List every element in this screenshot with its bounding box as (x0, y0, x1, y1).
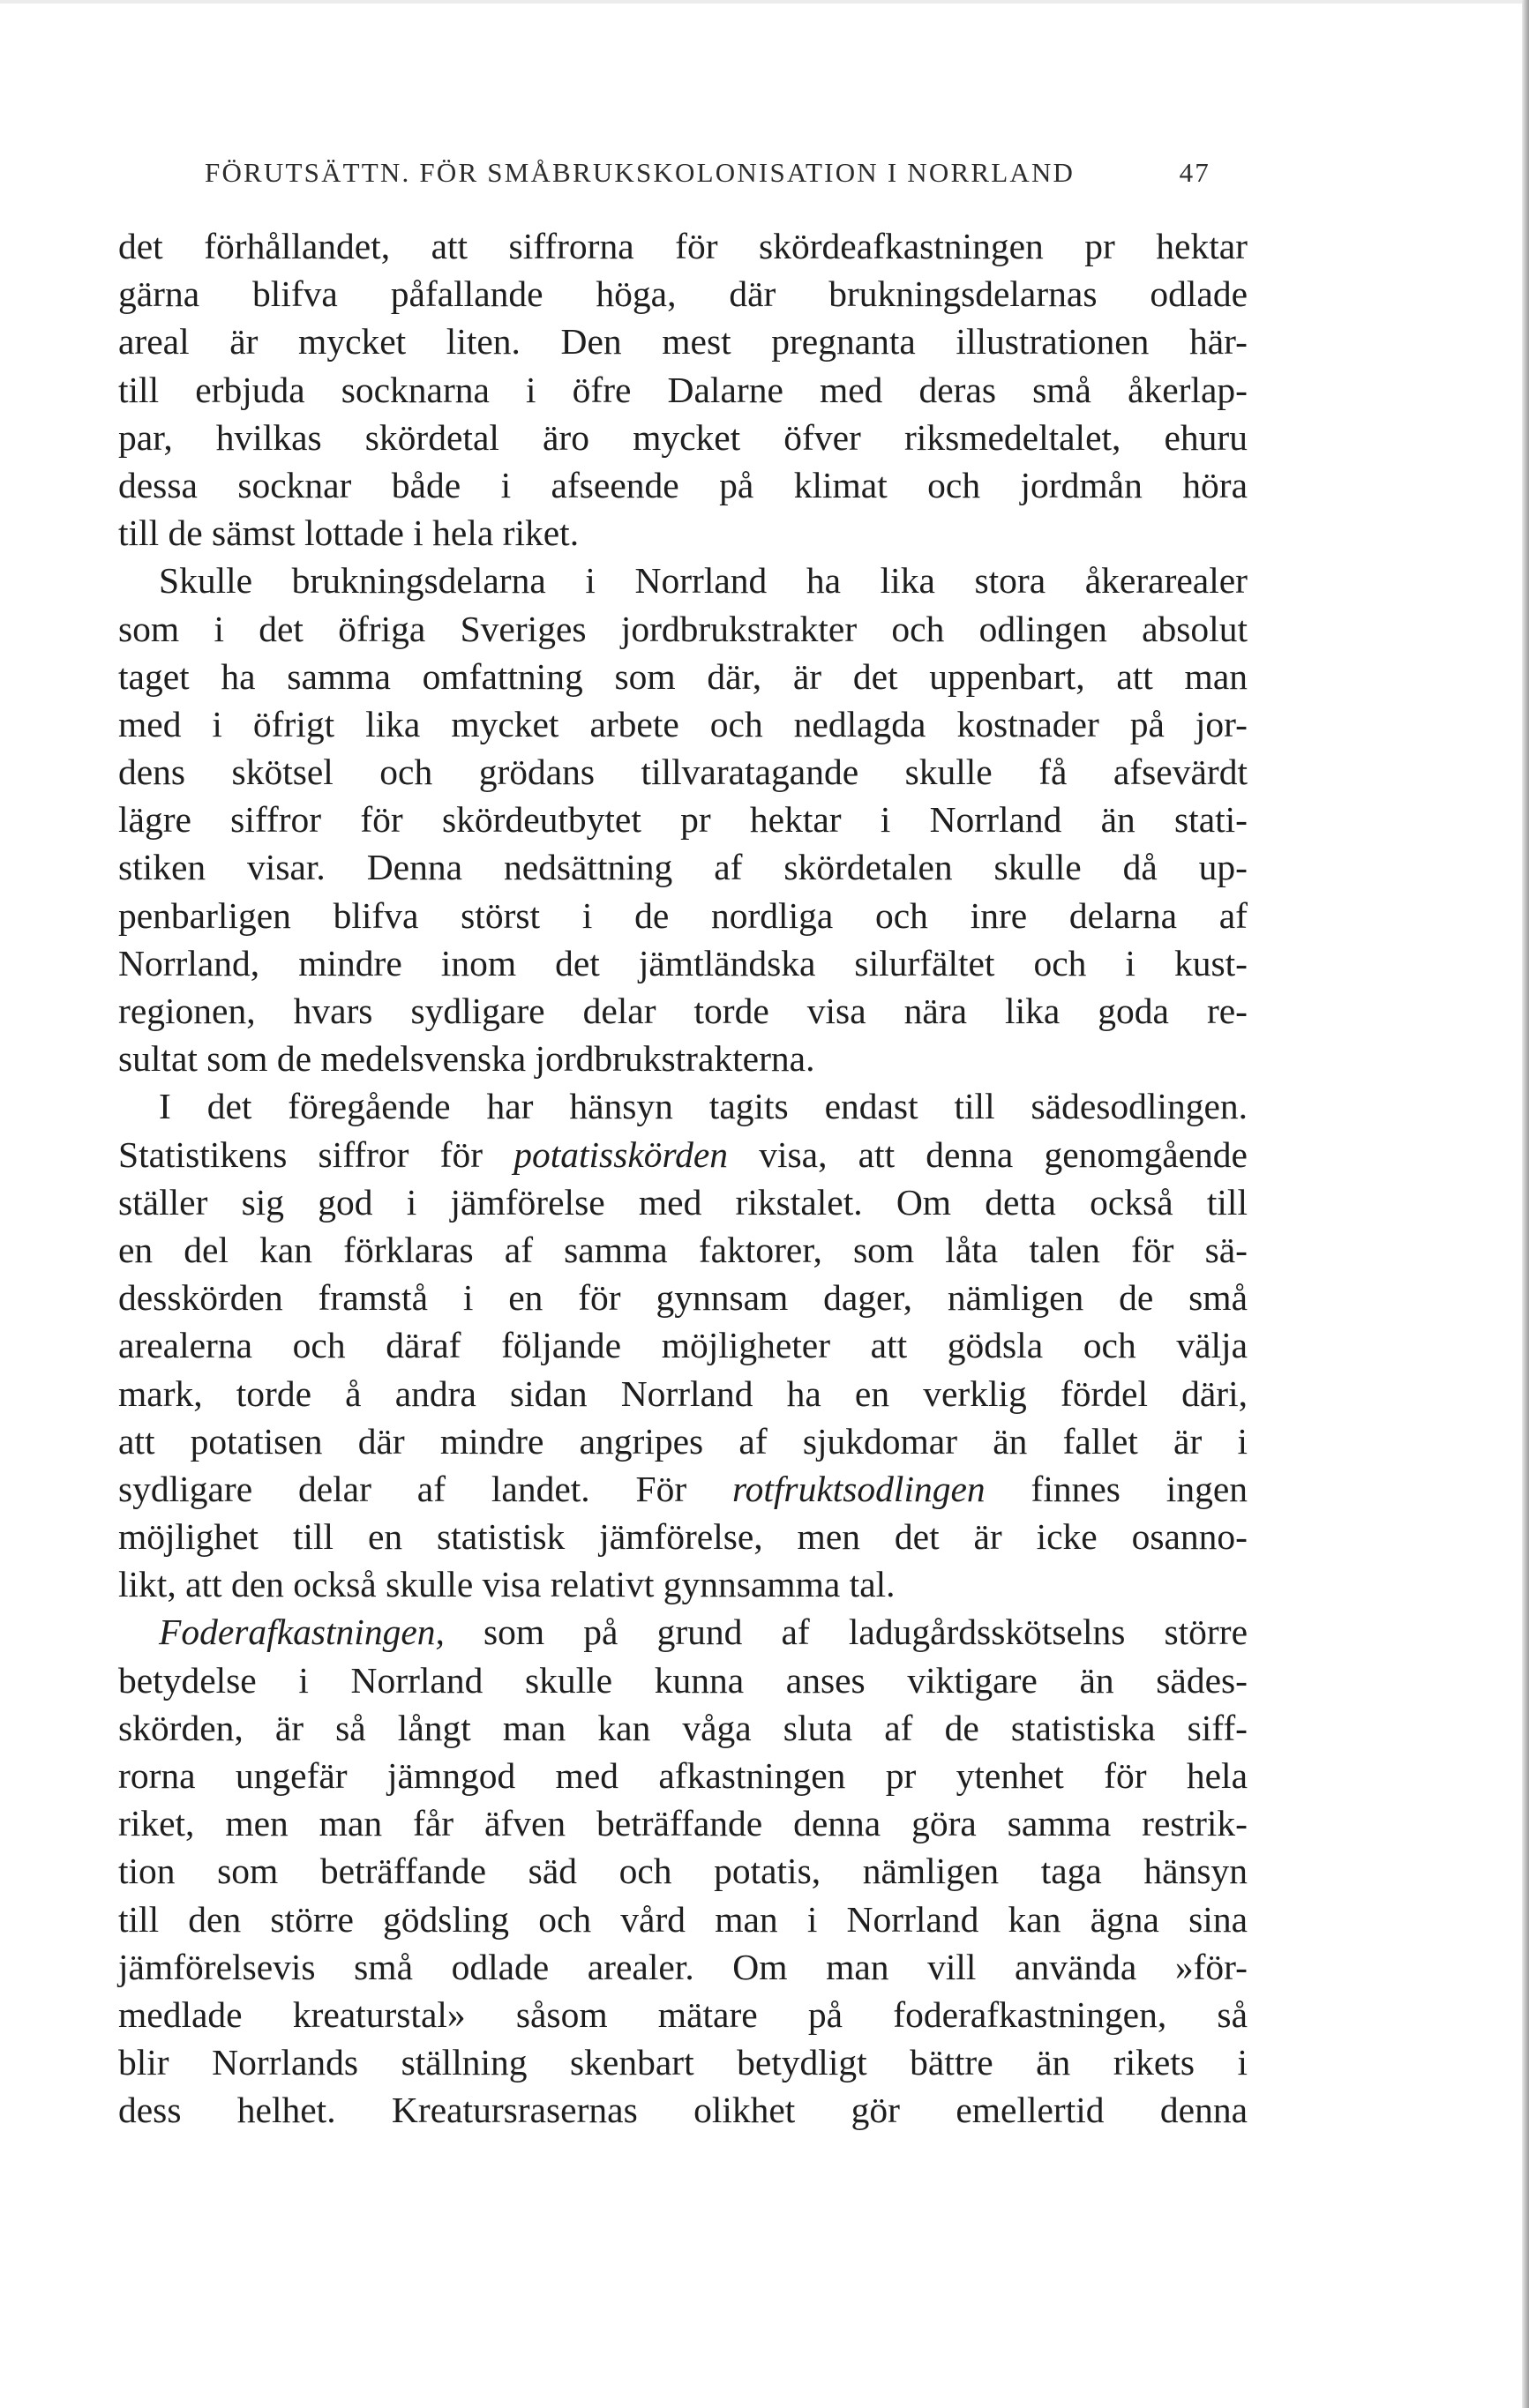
text-line: I det föregående har hänsyn tagits endast till sädesodlingen. (159, 1086, 1248, 1127)
text-line: taget ha samma omfattning som där, är det uppenbart, att man (118, 655, 1248, 697)
text-line: gärna blifva påfallande höga, där brukningsdelarnas odlade (118, 273, 1248, 315)
text-line: dessa socknar både i afseende på klimat och jordmån höra (118, 464, 1248, 505)
text-line: lägre siffror för skördeutbytet pr hektar i Norrland än stati- (118, 799, 1248, 841)
text-run: sydligare delar af landet. För (118, 1468, 732, 1509)
text-line: areal är mycket liten. Den mest pregnanta illustrationen här- (118, 321, 1248, 363)
text-line: skörden, är så långt man kan våga sluta af de statistiska siff- (118, 1707, 1248, 1748)
text-line: likt, att den också skulle visa relativt gynnsamma tal. (118, 1564, 896, 1605)
text-line: betydelse i Norrland skulle kunna anses viktigare än sädes- (118, 1659, 1248, 1701)
running-title: FÖRUTSÄTTN. FÖR SMÅBRUKSKOLONISATION I NORRLAND (205, 157, 1076, 188)
text-line: en del kan förklaras af samma faktorer, som låta talen för sä- (118, 1229, 1248, 1270)
text-line: blir Norrlands ställning skenbart betydligt bättre än rikets i (118, 2042, 1248, 2083)
text-line (118, 1131, 1248, 1178)
page-right-edge (1522, 0, 1529, 2408)
text-line: till erbjuda socknarna i öfre Dalarne med deras små åkerlap- (118, 369, 1248, 410)
text-run: som på grund af ladugårdsskötselns större (444, 1612, 1248, 1653)
text-line (118, 1465, 1248, 1513)
running-head (178, 157, 1210, 203)
text-run: visa, att denna genomgående (728, 1133, 1248, 1175)
text-line: medlade kreaturstal» såsom mätare på foderafkastningen, så (118, 1993, 1248, 2035)
text-line: stiken visar. Denna nedsättning af skördetalen skulle då up- (118, 847, 1248, 888)
text-line: som i det öfriga Sveriges jordbrukstrakter och odlingen absolut (118, 608, 1248, 649)
text-line: dens skötsel och grödans tillvaratagande skulle få afsevärdt (118, 752, 1248, 793)
text-line: rorna ungefär jämngod med afkastningen pr ytenhet för hela (118, 1755, 1248, 1796)
text-line: med i öfrigt lika mycket arbete och nedlagda kostnader på jor- (118, 703, 1248, 744)
text-line: ställer sig god i jämförelse med rikstalet. Om detta också till (118, 1181, 1248, 1223)
text-line: det förhållandet, att siffrorna för skördeafkastningen pr hektar (118, 226, 1248, 266)
body-text (118, 222, 1248, 2135)
text-line: Norrland, mindre inom det jämtländska silurfältet och i kust- (118, 942, 1248, 983)
italic-term: potatisskörden (513, 1133, 729, 1175)
italic-term: rotfruktsodlingen (732, 1468, 986, 1509)
text-line: till de sämst lottade i hela riket. (118, 512, 580, 554)
italic-term: Foderafkastningen, (159, 1612, 445, 1653)
text-run: finnes ingen (985, 1468, 1248, 1509)
text-line: mark, torde å andra sidan Norrland ha en verklig fördel däri, (118, 1372, 1248, 1414)
text-line: att potatisen där mindre angripes af sjukdomar än fallet är i (118, 1420, 1248, 1462)
text-line: tion som beträffande säd och potatis, nämligen taga hänsyn (118, 1851, 1248, 1892)
text-line (118, 1608, 1248, 1656)
text-line: jämförelsevis små odlade arealer. Om man vill använda »för- (118, 1946, 1248, 1987)
page-number: 47 (1179, 157, 1210, 188)
text-run: Statistikens siffror för (118, 1133, 514, 1175)
text-line: möjlighet till en statistisk jämförelse, men det är icke osanno- (118, 1516, 1248, 1558)
text-line: till den större gödsling och vård man i Norrland kan ägna sina (118, 1898, 1248, 1940)
text-line: dess helhet. Kreatursrasernas olikhet gör emellertid denna (118, 2090, 1248, 2131)
text-line: Skulle brukningsdelarna i Norrland ha lika stora åkerarealer (159, 560, 1248, 602)
text-line: par, hvilkas skördetal äro mycket öfver riksmedeltalet, ehuru (118, 416, 1248, 458)
text-line: sultat som de medelsvenska jordbrukstrakterna. (118, 1038, 815, 1080)
text-line: penbarligen blifva störst i de nordliga och inre delarna af (118, 894, 1248, 936)
text-line: desskörden framstå i en för gynnsam dager, nämligen de små (118, 1277, 1248, 1319)
text-line: riket, men man får äfven beträffande denna göra samma restrik- (118, 1803, 1248, 1844)
text-line: arealerna och däraf följande möjligheter att gödsla och välja (118, 1325, 1248, 1366)
page-top-edge (0, 0, 1529, 4)
text-line: regionen, hvars sydligare delar torde visa nära lika goda re- (118, 991, 1248, 1031)
